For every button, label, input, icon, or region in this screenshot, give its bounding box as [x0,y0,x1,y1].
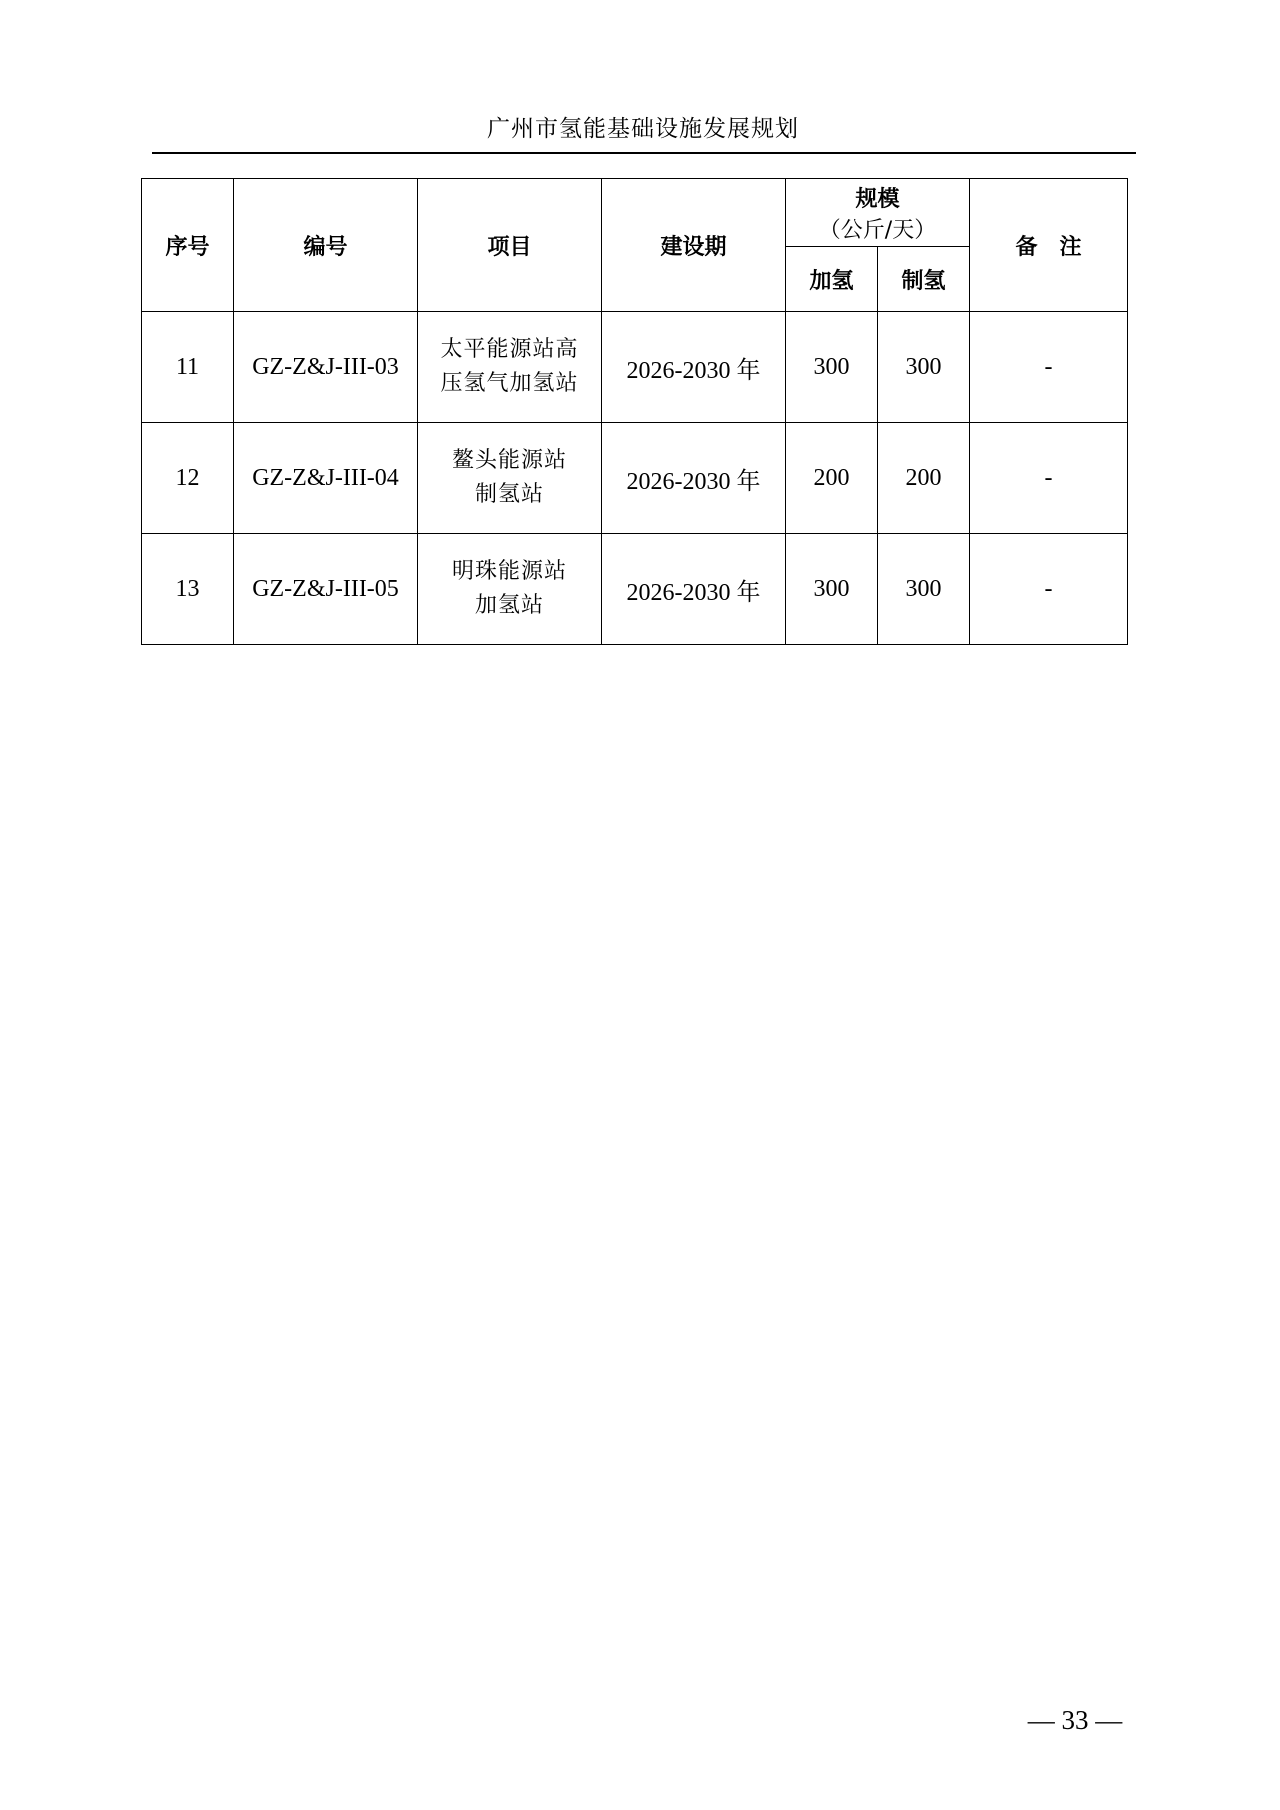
project-line: 太平能源站高 [440,337,579,362]
page-number: — 33 — [1027,1705,1123,1735]
table-row [142,312,1128,423]
page-header-title: 广州市氢能基础设施发展规划 [487,116,799,142]
header-project: 项目 [418,179,602,312]
header-seq: 序号 [142,179,234,312]
header-divider [152,152,1136,154]
project-line: 鳌头能源站 [451,448,567,473]
cell-code: GZ-Z&J-III-05 [234,534,418,645]
cell-seq: 12 [142,423,234,534]
header-produce: 制氢 [878,247,970,312]
project-line: 明珠能源站 [451,559,567,584]
table-row [142,423,1128,534]
cell-remark: - [970,312,1128,423]
cell-remark: - [970,423,1128,534]
cell-produce: 200 [878,423,970,534]
header-period: 建设期 [602,179,786,312]
cell-period: 2026-2030 年 [602,423,786,534]
cell-code: GZ-Z&J-III-03 [234,312,418,423]
header-scale-unit: （公斤/天） [818,217,937,243]
header-remark: 备 注 [970,179,1128,312]
cell-period: 2026-2030 年 [602,312,786,423]
cell-refuel: 300 [786,312,878,423]
cell-code: GZ-Z&J-III-04 [234,423,418,534]
project-line: 制氢站 [474,482,544,507]
cell-period: 2026-2030 年 [602,534,786,645]
cell-refuel: 300 [786,534,878,645]
table-row [142,534,1128,645]
cell-project [418,312,602,423]
cell-produce: 300 [878,534,970,645]
cell-seq: 13 [142,534,234,645]
project-line: 加氢站 [474,593,544,618]
cell-project [418,423,602,534]
project-line: 压氢气加氢站 [440,371,579,396]
station-plan-table [141,178,1128,645]
header-refuel: 加氢 [786,247,878,312]
cell-seq: 11 [142,312,234,423]
header-code: 编号 [234,179,418,312]
cell-project [418,534,602,645]
cell-remark: - [970,534,1128,645]
cell-produce: 300 [878,312,970,423]
cell-refuel: 200 [786,423,878,534]
header-scale-label: 规模 [855,186,900,212]
header-scale [786,179,970,247]
